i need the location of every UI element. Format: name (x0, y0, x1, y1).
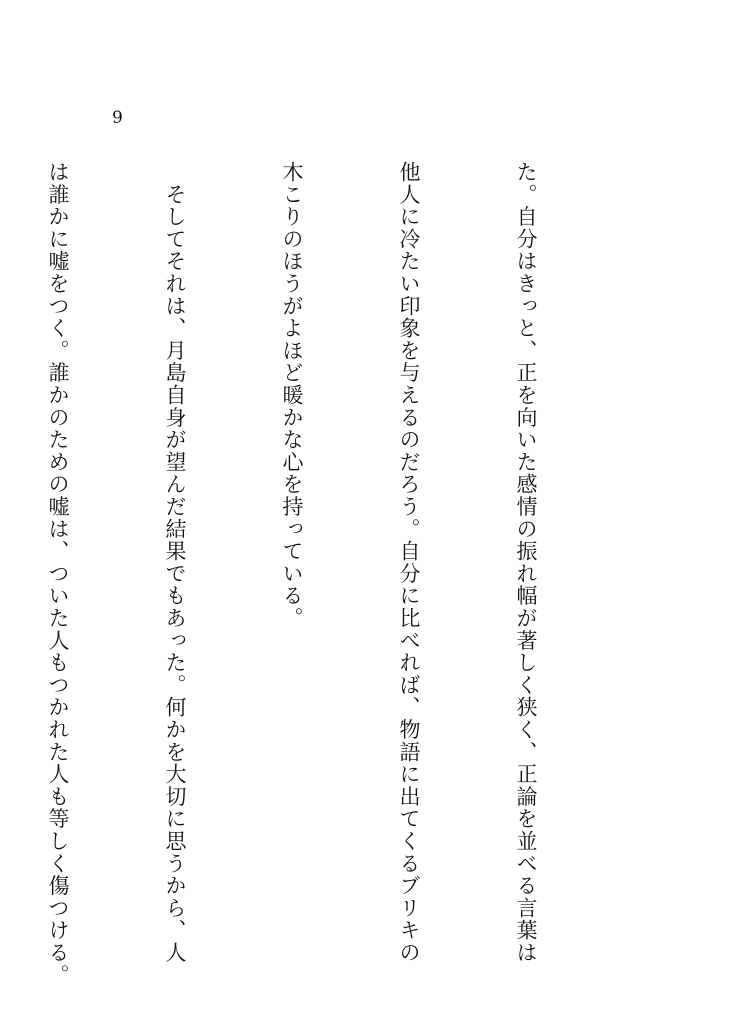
text-column: た。自分はきっと、正を向いた感情の振れ幅が著しく狭く、正論を並べる言葉は (514, 161, 538, 964)
text-column: 他人に冷たい印象を与えるのだろう。自分に比べれば、物語に出てくるブリキの (397, 161, 421, 964)
text-column: 木こりのほうがよほど暖かな心を持っている。 (280, 161, 304, 630)
text-column: は誰かに嘘をつく。誰かのための嘘は、ついた人もつかれた人も等しく傷つける。 (46, 161, 70, 987)
page-number: 9 (112, 108, 123, 128)
text-column: そしてそれは、月島自身が望んだ結果でもあった。何かを大切に思うから、人 (163, 161, 187, 964)
vertical-text-body (0, 161, 623, 987)
